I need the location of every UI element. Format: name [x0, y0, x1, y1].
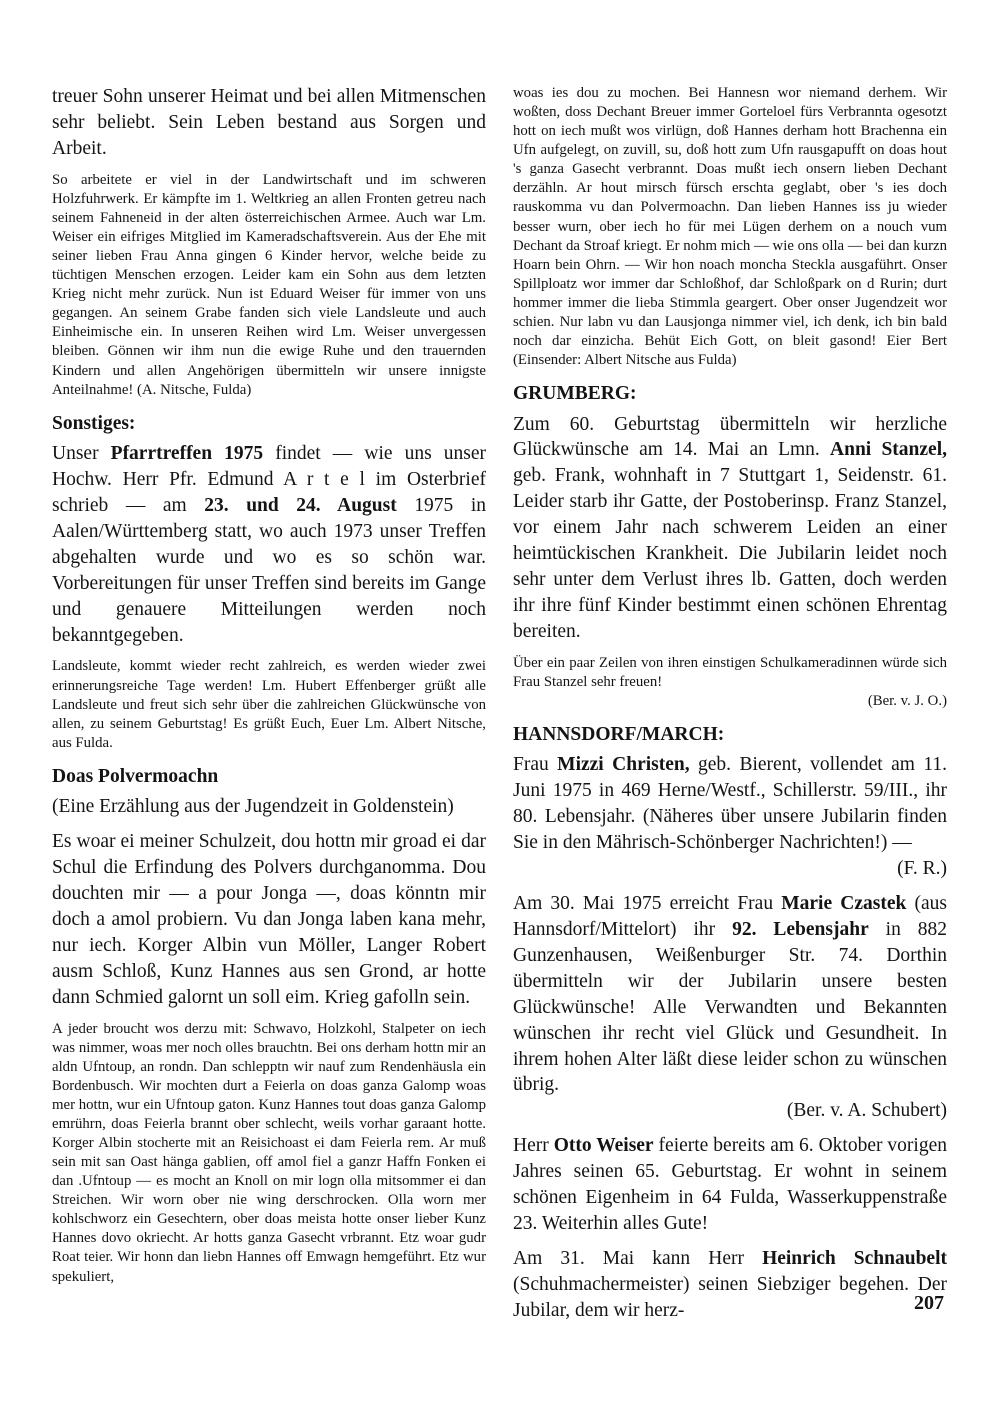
section-heading — [52, 411, 486, 436]
text-segment: Doas Polvermoachn — [52, 765, 219, 787]
attribution: (F. R.) — [897, 858, 947, 880]
paragraph — [52, 829, 486, 1010]
text-segment: woas ies dou zu mochen. Bei Hannesn wor niemand derhem. Wir woßten, doss Dechant Breuer immer Gorteloel fürs Verbrannta ogesotzt hott on iech mußt wos virlügn, doß Hannes derham hott Brachenna ein Ufn aufgelegt, on zuvill, su, doß hott zum Ufn rausgapufft on doas hout 's ganza Gasecht verbrannt. Doas mußt iech onsern lieben Dechant derzähln. Ar hout mirsch fürsch erschta geglabt, ober 's ies doch rauskomma vu dan Polvermoachn. Dan lieben Hannes iss ju wieder besser wurn, ober iech ho für mei Lügen derhem on a nouch vum Dechant da Stroaf kriegt. Er nohm mich — wie ons olla — bei dan kurzn Hoarn bein Ohrn. — Wir hon noach moncha Steckla ausgaführt. Onser Spillploatz wor immer dar Schloßhof, dar Schloßpark on d Rurin; durt hommer immer die lieba Stimmla geargert. Ober onser Jugendzeit wor schien. Nur labn vu dan Lausjonga nimmer viel, ich denk, ich bin bald noch dar einzicha. Behüt Eich Gott, on bleit gasond! Eier Bert (Einsender: Albert Nitsche aus Fulda) — [513, 85, 947, 369]
paragraph — [513, 891, 947, 1124]
text-segment: Heinrich Schnaubelt — [762, 1247, 947, 1269]
page-number: 207 — [914, 1292, 944, 1314]
paragraph — [52, 84, 486, 162]
text-segment: (aus Hannsdorf/Mittelort) ihr — [513, 893, 947, 940]
text-segment: 1975 in Aalen/Württemberg statt, wo auch 1973 unser Treffen abgehalten wurde und wo es so schön war. Vorbereitungen für unser Treffen sind bereits im Gange und genauere Mitteilungen werden noch bekanntgegeben. — [52, 494, 486, 646]
paragraph — [513, 84, 947, 370]
right-column — [513, 84, 947, 1333]
paragraph — [52, 657, 486, 752]
text-segment: Am 31. Mai kann Herr — [513, 1247, 763, 1269]
text-segment: geb. Bierent, vollendet am 11. Juni 1975 in 469 Herne/Westf., Schillerstr. 59/III., ihr 80. Lebensjahr. (Näheres über unsere Jubilarin finden Sie in den Mährisch-Schönberger Nachrichten!) — — [513, 754, 947, 854]
section-heading — [513, 722, 947, 747]
paragraph — [52, 794, 486, 820]
text-segment: feierte bereits am 6. Oktober vorigen Jahres seinen 65. Geburtstag. Er wohnt in seinem schönen Eigenheim in 64 Fulda, Wasserkuppenstraße 23. Weiterhin alles Gute! — [513, 1135, 947, 1235]
text-segment: Sonstiges: — [52, 412, 136, 434]
paragraph — [513, 1133, 947, 1237]
paragraph — [513, 412, 947, 645]
text-segment: (Schuhmachermeister) seinen Siebziger begehen. Der Jubilar, dem wir herz- — [513, 1273, 947, 1321]
text-segment: Marie Czastek — [781, 893, 907, 914]
two-column-layout — [52, 84, 948, 1333]
text-segment: Pfarrtreffen 1975 — [110, 443, 264, 465]
attribution: (Ber. v. A. Schubert) — [786, 1100, 947, 1122]
text-segment: Über ein paar Zeilen von ihren einstigen Schulkameradinnen würde sich Frau Stanzel sehr freuen! — [513, 654, 947, 690]
text-segment: Landsleute, kommt wieder recht zahlreich, es werden wieder zwei erinnerungsreiche Tage werden! Lm. Hubert Effenberger grüßt alle Landsleute und freut sich sehr über die zahlreichen Glückwünsche von allen, zu seinem Geburtstag! Es grüßt Euch, Euer Lm. Albert Nitsche, aus Fulda. — [52, 658, 486, 751]
paragraph — [52, 171, 486, 400]
paragraph — [513, 654, 947, 711]
paragraph — [52, 1020, 486, 1287]
text-segment: Es woar ei meiner Schulzeit, dou hottn mir groad ei dar Schul die Erfindung des Polvers durchganomma. Dou douchten mir — a pour Jonga —, doas könntn mir doch a amol probiern. Vu dan Jonga laben kana mehr, nur iech. Korger Albin vun Möller, Langer Robert ausm Schloß, Kunz Hannes aus sen Grond, ar hotte dann Schmied galornt un soll eim. Krieg gafolln sein. — [52, 831, 486, 1008]
text-segment: in 882 Gunzenhausen, Weißenburger Str. 74. Dorthin übermitteln wir der Jubilarin unsere besten Glückwünsche! Alle Verwandten und Bekannten wünschen ihr recht viel Glück und Gesundheit. In ihrem hohen Alter läßt diese leider schon zu wünschen übrig. — [513, 918, 948, 1096]
text-segment: Frau — [513, 754, 558, 776]
text-segment: Mizzi Christen, — [557, 754, 690, 776]
text-segment: 23. und 24. August — [204, 494, 397, 516]
paragraph — [513, 1246, 947, 1324]
text-segment: Herr — [513, 1135, 554, 1157]
text-segment: treuer Sohn unserer Heimat und bei allen Mitmenschen sehr beliebt. Sein Leben bestand aus Sorgen und Arbeit. — [52, 86, 486, 159]
text-segment: (Eine Erzählung aus der Jugendzeit in Goldenstein) — [52, 796, 454, 818]
text-segment: 92. Lebensjahr — [732, 918, 869, 940]
section-heading — [52, 764, 486, 789]
text-segment: HANNSDORF/MARCH: — [513, 724, 725, 746]
attribution: (Ber. v. J. O.) — [867, 692, 947, 709]
text-segment: Otto Weiser — [553, 1135, 654, 1157]
text-segment: Unser — [52, 443, 111, 465]
text-segment: Am 30. Mai 1975 erreicht Frau — [513, 893, 782, 914]
text-segment: A jeder broucht wos derzu mit: Schwavo, Holzkohl, Stalpeter on iech was nimmer, woas mer noch olles brauchtn. Bei ons derham hottn mir an aldn Ufntoup, an rondn. Dan schlepptn wir nauf zum Rendenhäusla ein Bordenbusch. Wir mochten durt a Feierla on doas ganza Galomp woas mer hottn, wur ein Ufntoup gaton. Kunz Hannes tout doas ganza Galomp emrührn, doas Feierla brannt ober schlecht, weils vorhar garaant hotte. Korger Albin stocherte mit an Reisichoast ei dam Feierla rem. Ar muß sein mit san Oast hänga gablien, off amol fiel a ganzr Haffn Fonken ei dan .Ufntoup — es mocht an Knoll on mir logn olla mitsommer ei dan Streichen. Wir worn ober nie wing derschrocken. Olla worn mer kohlschworz ein Gesechtern, ober doas meista hotte onser lieber Kunz Hannes dovo okriecht. Ar hotts ganza Gasecht vrbrannt. Etz woar gudr Roat teier. Wir honn dan liebn Hannes off Emwagn hemgeführt. Etz wur spekuliert, — [52, 1020, 486, 1285]
text-segment: So arbeitete er viel in der Landwirtschaft und im schweren Holzfuhrwerk. Er kämpfte im 1. Weltkrieg an allen Fronten getreu nach seinem Fahneneid in der alten österreichischen Armee. Auch war Lm. Weiser ein eifriges Mitglied im Kameradschaftsverein. Aus der Ehe mit seiner lieben Frau Anna gingen 6 Kinder hervor, welche beide zu tüchtigen Menschen erzogen. Leider kam ein Sohn aus dem letzten Krieg nicht mehr zurück. Nun ist Eduard Weiser für immer von uns gegangen. An seinem Grabe fanden sich viele Landsleute und auch Einheimische ein. In unseren Reihen wird Lm. Weiser unvergessen bleiben. Gönnen wir ihm nun die ewige Ruhe und den trauernden Kindern und allen Angehörigen übermitteln wir unsere innigste Anteilnahme! (A. Nitsche, Fulda) — [52, 171, 486, 398]
text-segment: GRUMBERG: — [513, 383, 637, 405]
text-segment: Zum 60. Geburtstag übermitteln wir herzliche Glückwünsche am 14. Mai an Lmn. — [513, 413, 947, 461]
section-heading — [513, 381, 947, 406]
text-segment: geb. Frank, wohnhaft in 7 Stuttgart 1, Seidenstr. 61. Leider starb ihr Gatte, der Postoberinsp. Franz Stanzel, vor einem Jahr nach schwerem Leiden an einer heimtückischen Krankheit. Die Jubilarin leidet noch sehr unter dem Verlust ihres lb. Gatten, doch werden ihr ihre fünf Kinder bestimmt einen schönen Ehrentag bereiten. — [513, 465, 947, 642]
left-column — [52, 84, 486, 1333]
text-segment: findet — wie uns unser Hochw. Herr Pfr. Edmund A r t e l im Osterbrief schrieb — am — [52, 443, 486, 516]
paragraph — [52, 441, 486, 648]
text-segment: Anni Stanzel, — [830, 439, 947, 461]
paragraph — [513, 752, 947, 882]
